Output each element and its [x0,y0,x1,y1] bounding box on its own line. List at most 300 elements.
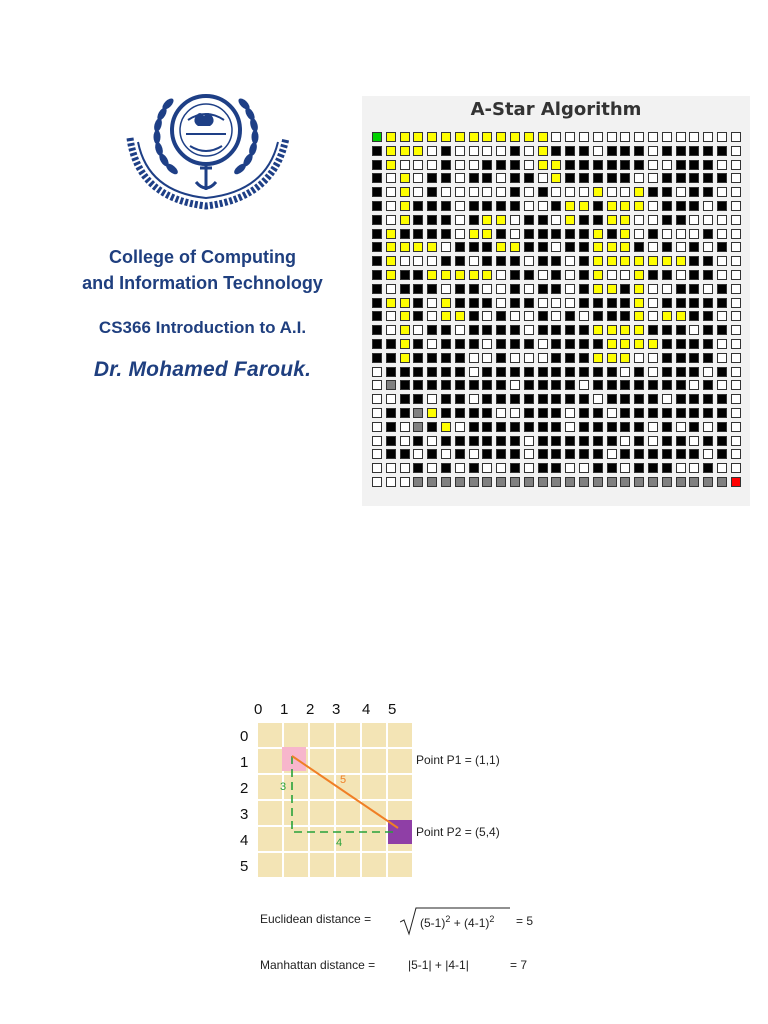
astar-cell [703,146,713,156]
astar-cell [579,160,589,170]
astar-cell [372,146,382,156]
astar-cell [427,160,437,170]
astar-cell [689,380,699,390]
astar-cell [524,298,534,308]
astar-cell [455,187,465,197]
astar-cell [510,173,520,183]
astar-cell [400,173,410,183]
astar-cell [413,422,423,432]
astar-cell [538,229,548,239]
astar-cell [607,229,617,239]
astar-cell [386,284,396,294]
astar-cell [372,242,382,252]
grid-cell [258,749,282,773]
astar-cell [620,215,630,225]
grid-cell [362,827,386,851]
astar-cell [607,256,617,266]
astar-cell [413,325,423,335]
astar-cell [731,408,741,418]
column-label: 3 [332,701,341,718]
grid-cell [258,775,282,799]
column-label: 4 [362,701,371,718]
astar-cell [579,449,589,459]
astar-cell [703,422,713,432]
astar-cell [703,284,713,294]
astar-cell [634,394,644,404]
astar-cell [427,477,437,487]
astar-cell [441,229,451,239]
astar-cell [565,436,575,446]
astar-cell [482,160,492,170]
astar-cell [524,477,534,487]
astar-cell [413,380,423,390]
astar-cell [372,449,382,459]
astar-cell [731,215,741,225]
astar-cell [441,298,451,308]
astar-cell [427,242,437,252]
astar-cell [427,229,437,239]
astar-cell [441,477,451,487]
astar-cell [648,367,658,377]
astar-cell [496,242,506,252]
astar-cell [634,229,644,239]
astar-cell [579,270,589,280]
astar-cell [496,215,506,225]
astar-cell [413,298,423,308]
astar-cell [372,477,382,487]
astar-cell [620,408,630,418]
astar-cell [386,394,396,404]
astar-cell [510,339,520,349]
astar-cell [524,284,534,294]
astar-cell [400,463,410,473]
astar-cell [634,256,644,266]
astar-cell [386,242,396,252]
astar-cell [482,422,492,432]
astar-cell [607,146,617,156]
astar-cell [524,367,534,377]
astar-cell [676,160,686,170]
astar-cell [689,408,699,418]
astar-cell [593,311,603,321]
astar-cell [634,477,644,487]
manhattan-label: Manhattan distance = [260,958,376,972]
astar-cell [510,215,520,225]
astar-cell [441,449,451,459]
astar-cell [469,422,479,432]
astar-cell [607,311,617,321]
astar-cell [400,311,410,321]
astar-cell [455,256,465,266]
astar-cell [400,284,410,294]
astar-cell [496,353,506,363]
astar-cell [386,270,396,280]
astar-cell [731,298,741,308]
astar-cell [620,339,630,349]
exponent-1: 2 [445,914,451,924]
astar-cell [620,380,630,390]
astar-cell [496,160,506,170]
astar-cell [676,146,686,156]
astar-cell [400,367,410,377]
astar-cell [703,408,713,418]
astar-cell [510,449,520,459]
astar-cell [441,256,451,266]
astar-cell [427,311,437,321]
astar-cell [524,229,534,239]
astar-cell [620,256,630,266]
astar-cell [386,325,396,335]
astar-cell [538,353,548,363]
astar-cell [400,380,410,390]
grid-cell [336,723,360,747]
instructor-name: Dr. Mohamed Farouk. [93,358,312,381]
astar-cell [441,422,451,432]
astar-cell [538,380,548,390]
astar-cell [386,449,396,459]
astar-cell [703,367,713,377]
euclid-term-2: (4-1) [464,916,490,930]
astar-cell [607,477,617,487]
astar-cell [731,187,741,197]
astar-cell [413,463,423,473]
astar-cell [620,325,630,335]
astar-cell [413,367,423,377]
astar-cell [482,449,492,459]
diagonal-distance-label: 5 [340,774,347,786]
astar-cell [469,201,479,211]
astar-cell [455,449,465,459]
astar-cell [496,436,506,446]
astar-cell [662,284,672,294]
astar-cell [662,256,672,266]
astar-cell [676,132,686,142]
astar-cell [427,422,437,432]
astar-cell [634,242,644,252]
astar-cell [524,256,534,266]
astar-cell [400,394,410,404]
astar-cell [703,353,713,363]
astar-cell [496,325,506,335]
astar-cell [469,242,479,252]
astar-cell [441,339,451,349]
astar-cell [413,436,423,446]
astar-cell [648,173,658,183]
astar-cell [372,339,382,349]
astar-cell [676,367,686,377]
astar-cell [607,270,617,280]
astar-cell [662,229,672,239]
astar-cell [386,353,396,363]
astar-cell [731,256,741,266]
astar-cell [717,394,727,404]
astar-cell [634,160,644,170]
astar-cell [648,270,658,280]
astar-cell [731,173,741,183]
astar-cell [565,367,575,377]
grid-cell [284,723,308,747]
astar-cell [648,284,658,294]
astar-cell [620,449,630,459]
astar-cell [538,132,548,142]
astar-cell [496,132,506,142]
astar-cell [413,284,423,294]
grid-cell [284,827,308,851]
astar-cell [538,298,548,308]
point-p2-label: Point P2 = (5,4) [416,825,500,839]
grid-cell [310,723,334,747]
astar-cell [482,436,492,446]
astar-cell [634,449,644,459]
astar-cell [551,367,561,377]
astar-cell [634,408,644,418]
astar-cell [703,215,713,225]
astar-cell [689,477,699,487]
astar-cell [662,436,672,446]
astar-cell [538,449,548,459]
astar-cell [510,436,520,446]
astar-cell [482,242,492,252]
college-name [60,244,345,296]
astar-cell [648,146,658,156]
astar-cell [455,242,465,252]
astar-cell [634,463,644,473]
astar-cell [676,298,686,308]
astar-cell [469,311,479,321]
astar-cell [607,394,617,404]
astar-cell [717,477,727,487]
astar-cell [538,201,548,211]
astar-cell [538,311,548,321]
astar-cell [469,394,479,404]
astar-cell [717,284,727,294]
astar-cell [579,132,589,142]
astar-cell [482,394,492,404]
astar-cell [703,201,713,211]
astar-cell [551,146,561,156]
euclidean-label: Euclidean distance = [260,912,372,926]
astar-cell [510,187,520,197]
astar-cell [620,270,630,280]
row-label: 2 [240,780,249,797]
astar-cell [593,339,603,349]
astar-cell [510,422,520,432]
distance-figure [236,694,556,984]
astar-cell [731,477,741,487]
astar-cell [441,146,451,156]
astar-cell [386,201,396,211]
astar-cell [607,436,617,446]
astar-cell [648,229,658,239]
astar-cell [676,284,686,294]
astar-cell [662,201,672,211]
astar-cell [717,270,727,280]
astar-cell [717,215,727,225]
astar-cell [455,284,465,294]
grid-cell [388,723,412,747]
astar-cell [482,463,492,473]
astar-cell [482,325,492,335]
astar-cell [565,311,575,321]
astar-cell [676,394,686,404]
astar-cell [372,256,382,266]
astar-cell [579,229,589,239]
astar-cell [524,380,534,390]
astar-cell [510,298,520,308]
astar-cell [400,229,410,239]
astar-cell [662,311,672,321]
astar-cell [593,132,603,142]
astar-cell [717,132,727,142]
astar-cell [662,367,672,377]
astar-cell [538,284,548,294]
euclid-plus: + [450,916,465,930]
astar-cell [510,380,520,390]
astar-cell [565,270,575,280]
astar-cell [524,173,534,183]
astar-cell [689,436,699,446]
astar-cell [441,367,451,377]
astar-cell [593,229,603,239]
astar-cell [731,353,741,363]
grid-cell [258,827,282,851]
astar-cell [717,160,727,170]
astar-cell [538,215,548,225]
astar-cell [413,160,423,170]
astar-cell [441,187,451,197]
astar-cell [565,298,575,308]
astar-cell [676,449,686,459]
astar-cell [400,242,410,252]
astar-cell [634,132,644,142]
astar-cell [524,436,534,446]
astar-cell [648,325,658,335]
astar-cell [703,311,713,321]
astar-cell [469,408,479,418]
astar-cell [648,187,658,197]
astar-cell [648,201,658,211]
astar-cell [524,311,534,321]
grid-cell [310,749,334,773]
astar-cell [413,256,423,266]
astar-cell [427,173,437,183]
astar-cell [441,242,451,252]
astar-cell [427,215,437,225]
astar-cell [634,380,644,390]
astar-cell [648,242,658,252]
astar-cell [717,173,727,183]
astar-cell [607,449,617,459]
row-label: 5 [240,858,249,875]
astar-cell [703,242,713,252]
astar-cell [413,311,423,321]
astar-cell [689,270,699,280]
astar-cell [662,408,672,418]
astar-cell [689,146,699,156]
astar-cell [689,298,699,308]
astar-cell [510,201,520,211]
astar-cell [400,187,410,197]
astar-cell [689,187,699,197]
astar-cell [482,353,492,363]
astar-cell [427,325,437,335]
column-labels [254,701,396,718]
astar-cell [551,408,561,418]
astar-cell [551,353,561,363]
astar-cell [662,463,672,473]
astar-cell [455,367,465,377]
row-label: 3 [240,806,249,823]
astar-cell [593,449,603,459]
astar-cell [662,298,672,308]
astar-cell [634,270,644,280]
astar-cell [662,380,672,390]
astar-cell [717,422,727,432]
astar-cell [538,339,548,349]
astar-cell [731,201,741,211]
astar-cell [469,298,479,308]
astar-cell [731,284,741,294]
astar-cell [634,325,644,335]
astar-cell [510,256,520,266]
astar-cell [469,270,479,280]
astar-cell [689,215,699,225]
astar-cell [703,160,713,170]
astar-cell [482,229,492,239]
astar-cell [620,284,630,294]
astar-cell [427,353,437,363]
astar-cell [703,173,713,183]
astar-cell [455,270,465,280]
astar-cell [510,325,520,335]
astar-cell [510,477,520,487]
astar-cell [538,146,548,156]
astar-cell [648,380,658,390]
astar-cell [441,380,451,390]
grid-cell [362,801,386,825]
astar-cell [455,201,465,211]
astar-cell [689,173,699,183]
astar-cell [496,367,506,377]
astar-cell [593,367,603,377]
astar-cell [731,380,741,390]
astar-cell [565,380,575,390]
astar-cell [551,449,561,459]
astar-cell [593,477,603,487]
row-label: 0 [240,728,249,745]
astar-cell [634,422,644,432]
astar-cell [634,311,644,321]
astar-cell [648,436,658,446]
astar-cell [413,173,423,183]
astar-cell [413,132,423,142]
astar-cell [717,380,727,390]
astar-cell [579,242,589,252]
grid-cell [310,827,334,851]
astar-cell [413,201,423,211]
astar-cell [455,339,465,349]
astar-cell [496,463,506,473]
astar-cell [413,339,423,349]
astar-cell [386,256,396,266]
astar-cell [717,229,727,239]
astar-cell [510,311,520,321]
astar-cell [731,132,741,142]
astar-cell [620,436,630,446]
astar-cell [400,449,410,459]
astar-cell [579,298,589,308]
astar-cell [662,339,672,349]
